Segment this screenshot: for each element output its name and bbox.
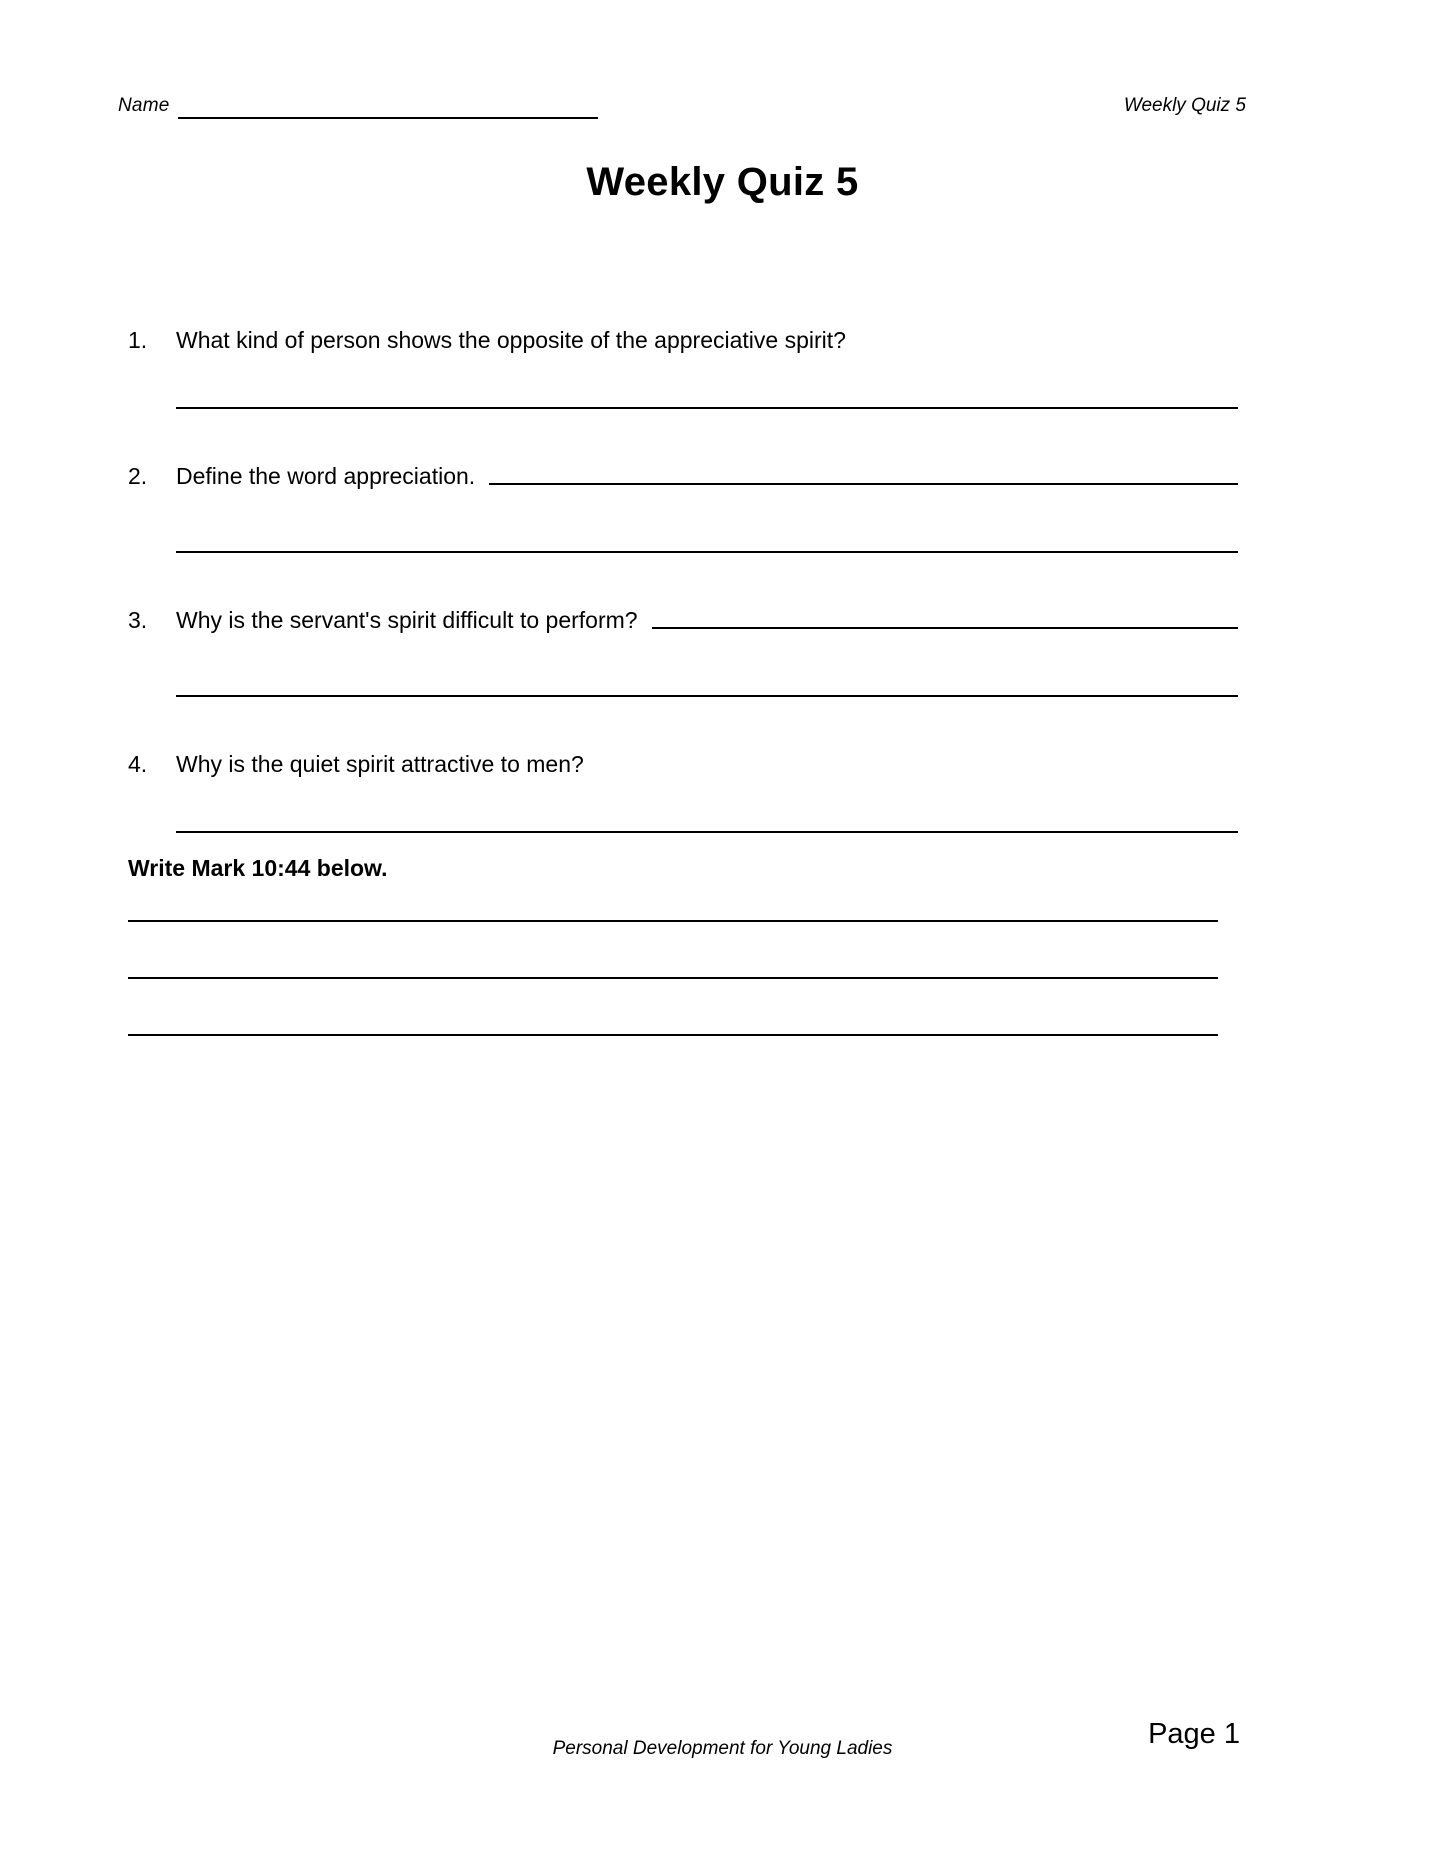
question-number: 2.: [128, 463, 148, 489]
write-verse-lines: [128, 920, 1218, 1091]
question-row: [128, 461, 1238, 503]
spacer: [128, 553, 1238, 605]
question-item: [128, 461, 1238, 605]
question-text: Why is the servant's spirit difficult to perform?: [176, 607, 638, 633]
spacer: [128, 409, 1238, 461]
spacer: [128, 647, 1238, 695]
question-text: Why is the quiet spirit attractive to men?: [176, 751, 584, 777]
question-item: [128, 605, 1238, 749]
page-header: [118, 95, 1246, 125]
question-row: [128, 325, 1238, 367]
name-fill-in-line[interactable]: [178, 117, 598, 119]
answer-line[interactable]: [176, 407, 1238, 409]
spacer: [128, 697, 1238, 749]
spacer: [128, 791, 1238, 831]
answer-line[interactable]: [176, 551, 1238, 553]
question-number: 4.: [128, 751, 148, 777]
page-title: Weekly Quiz 5: [586, 160, 859, 204]
spacer: [128, 503, 1238, 551]
question-text: What kind of person shows the opposite of the appreciative spirit?: [176, 327, 846, 353]
question-number: 3.: [128, 607, 148, 633]
question-row: [128, 605, 1238, 647]
answer-line[interactable]: [176, 831, 1238, 833]
question-item: [128, 749, 1238, 833]
answer-line-inline[interactable]: [652, 605, 1238, 629]
write-line[interactable]: [128, 977, 1218, 979]
name-label: Name: [118, 95, 170, 116]
write-line[interactable]: [128, 920, 1218, 922]
write-line[interactable]: [128, 1034, 1218, 1036]
spacer: [128, 367, 1238, 407]
question-text: Define the word appreciation.: [176, 463, 476, 489]
header-quiz-label: Weekly Quiz 5: [1123, 95, 1246, 116]
write-verse-heading: Write Mark 10:44 below.: [128, 855, 388, 881]
questions-list: [128, 325, 1238, 833]
question-row: [128, 749, 1238, 791]
answer-line[interactable]: [176, 695, 1238, 697]
footer-source: Personal Development for Young Ladies: [552, 1738, 893, 1759]
footer-page-number: Page 1: [1148, 1718, 1240, 1750]
question-item: [128, 325, 1238, 461]
answer-line-inline[interactable]: [489, 461, 1238, 485]
question-number: 1.: [128, 327, 148, 353]
